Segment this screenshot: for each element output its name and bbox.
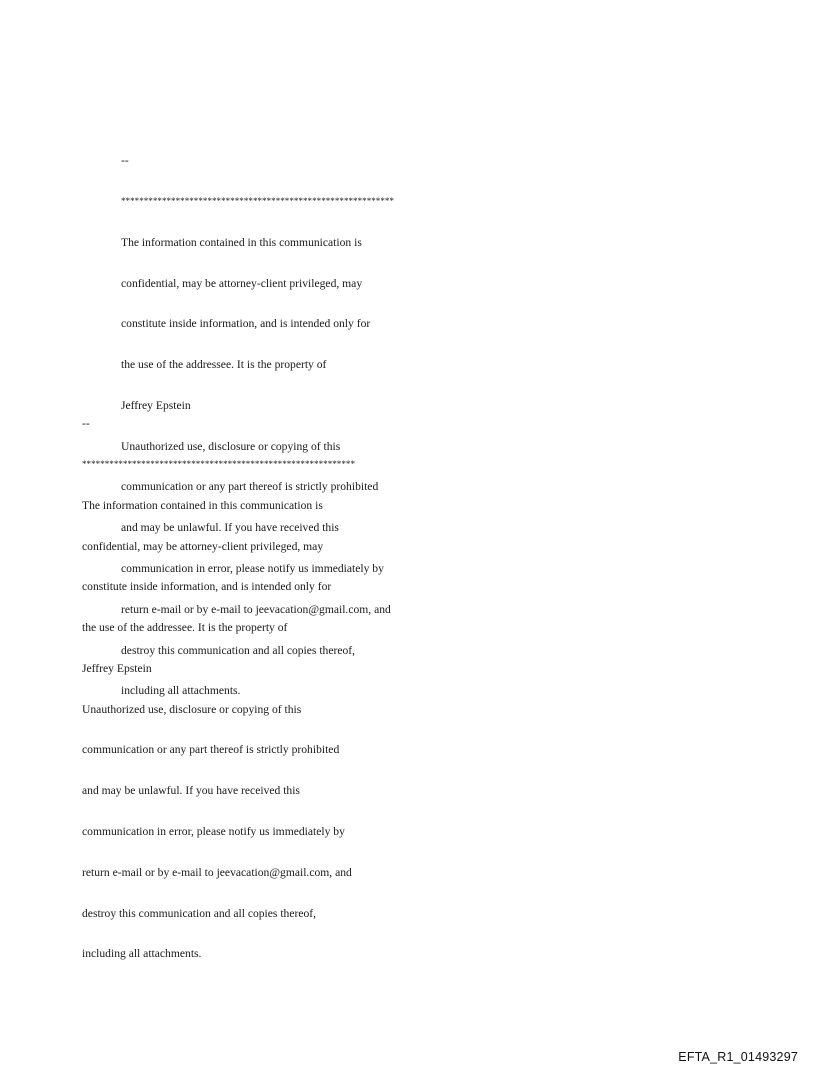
disclaimer-line: and may be unlawful. If you have received this [121, 521, 339, 535]
disclaimer-line: communication or any part thereof is strictly prohibited [82, 743, 340, 757]
main-disclaimer-block [82, 390, 355, 975]
disclaimer-line: Unauthorized use, disclosure or copying of this [82, 702, 302, 716]
asterisk-divider: ************************************************************ [82, 458, 355, 469]
disclaimer-line: Jeffrey Epstein [82, 661, 152, 675]
disclaimer-line: Jeffrey Epstein [121, 398, 191, 412]
document-id: EFTA_R1_01493297 [678, 1050, 798, 1064]
disclaimer-line: The information contained in this communication is [121, 235, 362, 249]
disclaimer-line: the use of the addressee. It is the property of [121, 358, 327, 372]
disclaimer-line: including all attachments. [121, 684, 241, 698]
disclaimer-line: the use of the addressee. It is the property of [82, 621, 288, 635]
disclaimer-line: return e-mail or by e-mail to jeevacation@gmail.com, and [82, 865, 352, 879]
asterisk-divider: ************************************************************ [121, 195, 394, 206]
disclaimer-line: communication or any part thereof is strictly prohibited [121, 480, 379, 494]
disclaimer-line: constitute inside information, and is intended only for [121, 317, 371, 331]
disclaimer-line: and may be unlawful. If you have received this [82, 784, 300, 798]
disclaimer-line: destroy this communication and all copies thereof, [82, 906, 317, 920]
disclaimer-line: constitute inside information, and is intended only for [82, 580, 332, 594]
disclaimer-line: including all attachments. [82, 947, 202, 961]
signature-separator: -- [82, 417, 90, 431]
disclaimer-line: The information contained in this communication is [82, 498, 323, 512]
disclaimer-line: return e-mail or by e-mail to jeevacation@gmail.com, and [121, 602, 391, 616]
disclaimer-line: Unauthorized use, disclosure or copying of this [121, 439, 341, 453]
disclaimer-line: communication in error, please notify us immediately by [82, 825, 345, 838]
disclaimer-line: confidential, may be attorney-client privileged, may [121, 276, 363, 290]
signature-separator: -- [121, 154, 129, 168]
disclaimer-line: confidential, may be attorney-client privileged, may [82, 539, 324, 553]
disclaimer-line: destroy this communication and all copies thereof, [121, 643, 356, 657]
disclaimer-line: communication in error, please notify us immediately by [121, 562, 384, 575]
